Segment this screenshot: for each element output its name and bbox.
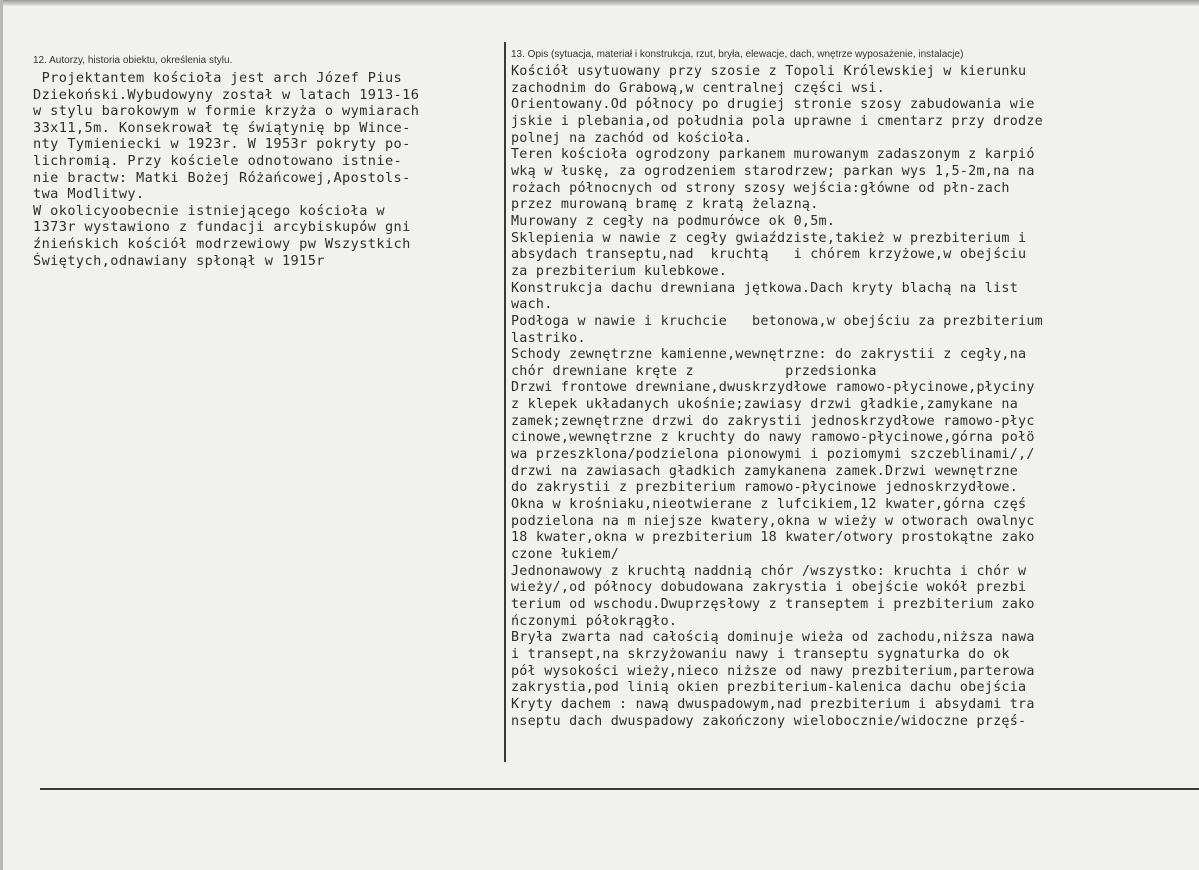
typed-line: jskie i plebania,od południa pola uprawne i cmentarz przy drodze (511, 113, 1043, 129)
typed-line: twa Modlitwy. (33, 186, 145, 203)
typed-line: z klepek układanych ukośnie;zawiasy drzwi gładkie,zamykane na (511, 397, 1019, 413)
typed-line: polnej na zachód od kościoła. (511, 130, 753, 146)
typed-line: zachodnim do Grabową,w centralnej części wsi. (511, 80, 886, 96)
typed-line: absydach transeptu,nad kruchtą i chórem krzyżowe,w obejściu (511, 247, 1027, 263)
typed-line: wa przeszklona/podzielona pionowymi i poziomymi szczeblinami/,/ (511, 447, 1035, 463)
typed-line: Kryty dachem : nawą dwuspadowym,nad prezbiterium i absydami tra (511, 696, 1035, 712)
typed-line: Konstrukcja dachu drewniana jętkowa.Dach kryty blachą na list (511, 280, 1019, 296)
typed-line: 18 kwater,okna w prezbiterium 18 kwater/otwory prostokątne zako (511, 530, 1035, 546)
typed-line: podzielona na m niejsze kwatery,okna w wieży w otworach owalnyc (511, 513, 1035, 529)
typed-line: Drzwi frontowe drewniane,dwuskrzydłowe ramowo-płycinowe,płyciny (511, 380, 1035, 396)
scan-top-edge (0, 0, 1199, 6)
typed-line: ńczonymi półokrągło. (511, 613, 678, 629)
typed-line: w stylu barokowym w formie krzyża o wymiarach (33, 103, 420, 120)
typed-line: lastriko. (511, 330, 586, 346)
typed-line: przez murowaną bramę z kratą żelazną. (511, 197, 819, 213)
typed-line: Schody zewnętrzne kamienne,wewnętrzne: do zakrystii z cegły,na (511, 347, 1027, 363)
typed-line: Kościół usytuowany przy szosie z Topoli Królewskiej w kierunku (511, 64, 1027, 79)
typed-line: nty Tymieniecki w 1923r. W 1953r pokryty po- (33, 136, 411, 153)
typed-line: lichromią. Przy kościele odnotowano istnie- (33, 152, 403, 169)
typed-line: Sklepienia w nawie z cegły gwiaździste,takież w prezbiterium i (511, 230, 1027, 246)
column-divider (504, 42, 506, 762)
typed-line: 33x11,5m. Konsekrował tę świątynię bp Wince- (33, 119, 411, 136)
typed-line: Dziekoński.Wybudowyny został w latach 1913-16 (33, 86, 420, 103)
typed-line: zamek;zewnętrzne drzwi do zakrystii jednoskrzydłowe ramowo-płyc (511, 413, 1035, 429)
typed-line: wką w łuskę, za ogrodzeniem starodrzew; parkan wys 1,5-2m,na na (511, 163, 1035, 179)
typed-line: za prezbiterium kulebkowe. (511, 263, 728, 279)
section-13-header: 13. Opis (sytuacja, materiał i konstrukcja, rzut, bryła, elewacje, dach, wnętrze wyposażenie, instalacje) (511, 49, 964, 60)
typed-line: 1373r wystawiono z fundacji arcybiskupów gni (33, 219, 411, 236)
section-13-body (511, 64, 1199, 730)
typed-line: źnieńskich kościół modrzewiowy pw Wszystkich (33, 235, 411, 252)
typed-line: drzwi na zawiasach gładkich zamykanena zamek.Drzwi wewnętrzne (511, 463, 1019, 479)
typed-line: do zakrystii z prezbiterium ramowo-płycinowe jednoskrzydłowe. (511, 480, 1019, 496)
typed-line: cinowe,wewnętrzne z kruchty do nawy ramowo-płycinowe,górna połö (511, 430, 1035, 446)
typed-line: terium od wschodu.Dwuprzęsłowy z transeptem i prezbiterium zako (511, 597, 1035, 612)
section-12-header: 12. Autorzy, historia obiektu, określenia stylu. (33, 55, 233, 66)
typed-line: Projektantem kościoła jest arch Józef Pius (33, 70, 403, 86)
typed-line: rożach północnych od strony szosy wejścia:główne od płn-zach (511, 180, 1010, 196)
section-12-history (33, 55, 503, 269)
typed-line: Orientowany.Od północy po drugiej stronie szosy zabudowania wie (511, 97, 1035, 113)
section-13-description (511, 49, 1199, 730)
typed-line: wieży/,od północy dobudowana zakrystia i obejście wokół prezbi (511, 580, 1027, 596)
typed-line: chór drewniane kręte z przedsionka (511, 363, 877, 379)
typed-line: nie bractw: Matki Bożej Różańcowej,Apostols- (33, 169, 411, 186)
typed-line: i transept,na skrzyżowaniu nawy i transeptu sygnaturka do ok (511, 646, 1010, 662)
typed-line: Świętych,odnawiany spłonął w 1915r (33, 252, 325, 269)
typed-line: Okna w krośniaku,nieotwierane z lufcikiem,12 kwater,górna częś (511, 497, 1027, 513)
typed-line: nseptu dach dwuspadowy zakończony wielobocznie/widoczne przęś- (511, 713, 1027, 729)
typed-line: W okolicyoobecnie istniejącego kościoła w (33, 202, 385, 219)
bottom-rule (40, 788, 1199, 790)
typed-line: Teren kościoła ogrodzony parkanem murowanym zadaszonym z karpió (511, 147, 1035, 163)
section-12-body (33, 70, 503, 269)
typed-line: Bryła zwarta nad całością dominuje wieża od zachodu,niższa nawa (511, 630, 1035, 646)
typed-line: Murowany z cegły na podmurówce ok 0,5m. (511, 213, 836, 229)
typed-line: pół wysokości wieży,nieco niższe od nawy prezbiterium,parterowa (511, 663, 1035, 679)
typed-line: czone łukiem/ (511, 547, 620, 563)
typed-line: zakrystia,pod linią okien prezbiterium-kalenica dachu obejścia (511, 680, 1027, 696)
typed-line: wach. (511, 297, 553, 313)
scan-left-edge (0, 0, 3, 870)
typed-line: Podłoga w nawie i kruchcie betonowa,w obejściu za prezbiterium (511, 313, 1043, 329)
typed-line: Jednonawowy z kruchtą naddnią chór /wszystko: kruchta i chór w (511, 563, 1027, 579)
